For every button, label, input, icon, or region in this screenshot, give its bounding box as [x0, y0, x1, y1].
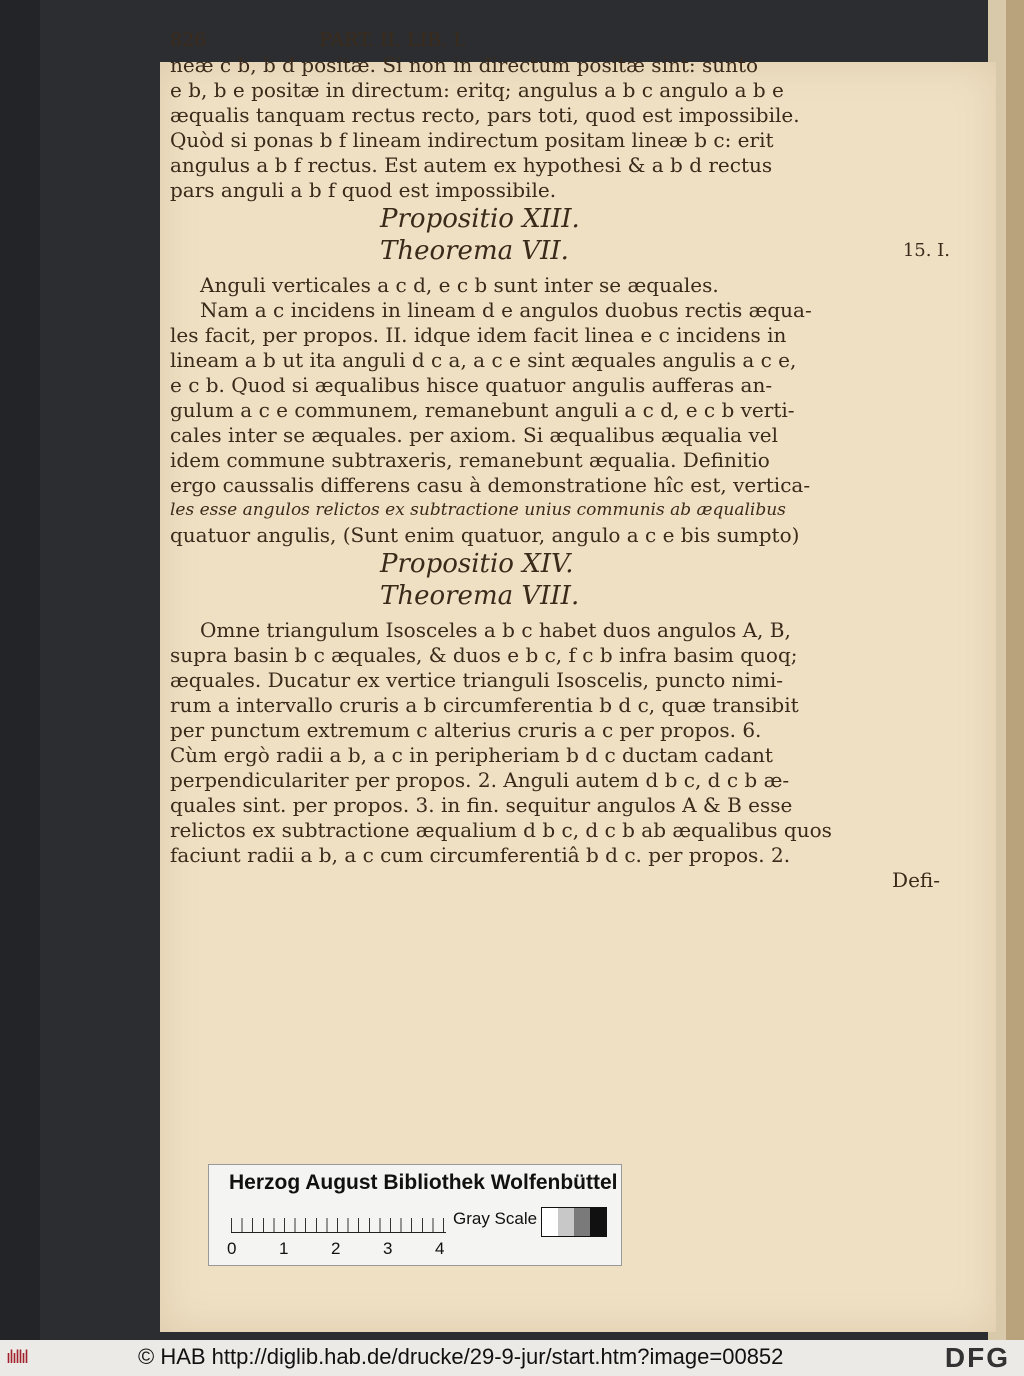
library-name: Herzog August Bibliothek Wolfenbüttel — [229, 1171, 618, 1194]
text-line-italic: les esse angulos relictos ex subtractione unius communis ab æqualibus — [170, 500, 786, 520]
source-url[interactable]: © HAB http://diglib.hab.de/drucke/29-9-jur/start.htm?image=00852 — [138, 1344, 784, 1369]
text-line: quatuor angulis, (Sunt enim quatuor, angulo a c e bis sumpto) — [170, 523, 800, 547]
gray-scale-swatches — [541, 1207, 607, 1237]
ruler-number: 1 — [279, 1239, 289, 1258]
text-line: Anguli verticales a c d, e c b sunt inter se æquales. — [200, 273, 719, 297]
text-line: cales inter se æquales. per axiom. Si æqualibus æqualia vel — [170, 423, 778, 447]
gray-swatch — [542, 1208, 558, 1236]
text-line: e c b. Quod si æqualibus hisce quatuor angulis aufferas an- — [170, 373, 773, 397]
proposition-14-title: Propositio XIV. — [380, 549, 574, 579]
text-line: angulus a b f rectus. Est autem ex hypothesi & a b d rectus — [170, 153, 773, 177]
page-text — [170, 28, 950, 893]
text-line: relictos ex subtractione æqualium d b c, d c b ab æqualibus quos — [170, 818, 832, 842]
ruler — [231, 1210, 446, 1233]
ruler-number: 2 — [331, 1239, 341, 1258]
text-line: Omne triangulum Isosceles a b c habet duos angulos A, B, — [200, 618, 791, 642]
text-line: per punctum extremum c alterius cruris a c per propos. 6. — [170, 718, 762, 742]
theorem-8-title: Theorema VIII. — [380, 581, 580, 611]
footer-bar — [0, 1340, 1024, 1376]
text-line: idem commune subtraxeris, remanebunt æqualia. Definitio — [170, 448, 770, 472]
text-line: æqualis tanquam rectus recto, pars toti, quod est impossibile. — [170, 103, 800, 127]
text-line: Cùm ergò radii a b, a c in peripheriam b d c ductam cadant — [170, 743, 773, 767]
text-line: rum a intervallo cruris a b circumferentia b d c, quæ transibit — [170, 693, 799, 717]
text-line: faciunt radii a b, a c cum circumferentiâ b d c. per propos. 2. — [170, 843, 791, 867]
proposition-13-title: Propositio XIII. — [380, 204, 580, 234]
theorem-7-text: Theorema VII. — [380, 236, 569, 266]
text-line: perpendiculariter per propos. 2. Anguli autem d b c, d c b æ- — [170, 768, 790, 792]
gray-swatch — [558, 1208, 574, 1236]
page-number: 826 — [170, 29, 207, 51]
gray-swatch — [574, 1208, 590, 1236]
facing-page-fold — [1006, 0, 1024, 1340]
hab-logo-icon: ılıllıl — [6, 1347, 28, 1368]
text-line: Quòd si ponas b f lineam indirectum positam lineæ b c: erit — [170, 128, 774, 152]
running-head: PART. II. LIB. I. — [319, 29, 467, 51]
gray-swatch — [590, 1208, 606, 1236]
margin-note: 15. I. — [902, 240, 950, 261]
text-line: Nam a c incidens in lineam d e angulos duobus rectis æqua- — [200, 298, 812, 322]
dfg-logo: DFG — [944, 1342, 1010, 1373]
theorem-7-title — [170, 235, 950, 267]
color-scale-card — [208, 1164, 622, 1266]
text-line: ergo caussalis differens casu à demonstratione hîc est, vertica- — [170, 473, 811, 497]
board-left-edge — [0, 0, 40, 1340]
ruler-number: 0 — [227, 1239, 237, 1258]
text-line: e b, b e positæ in directum: eritq; angulus a b c angulo a b e — [170, 78, 784, 102]
text-block-middle — [170, 273, 950, 548]
text-line: pars anguli a b f quod est impossibile. — [170, 178, 557, 202]
text-line: gulum a c e communem, remanebunt anguli a c d, e c b verti- — [170, 398, 795, 422]
running-header — [170, 28, 580, 53]
text-line: lineam a b ut ita anguli d c a, a c e sint æquales angulis a c e, — [170, 348, 797, 372]
ruler-number: 4 — [435, 1239, 445, 1258]
text-line: neæ c b, b d positæ. Si non in directum positæ sint: sunto — [170, 53, 759, 77]
text-block-top — [170, 53, 950, 203]
text-line: supra basin b c æquales, & duos e b c, f c b infra basim quoq; — [170, 643, 798, 667]
text-line: æquales. Ducatur ex vertice trianguli Isoscelis, puncto nimi- — [170, 668, 783, 692]
text-line: quales sint. per propos. 3. in fin. sequitur angulos A & B esse — [170, 793, 793, 817]
text-line: les facit, per propos. II. idque idem facit linea e c incidens in — [170, 323, 787, 347]
catchword: Defi- — [892, 868, 940, 892]
gray-scale-label: Gray Scale — [453, 1209, 538, 1228]
ruler-number: 3 — [383, 1239, 393, 1258]
text-block-bottom — [170, 618, 950, 893]
